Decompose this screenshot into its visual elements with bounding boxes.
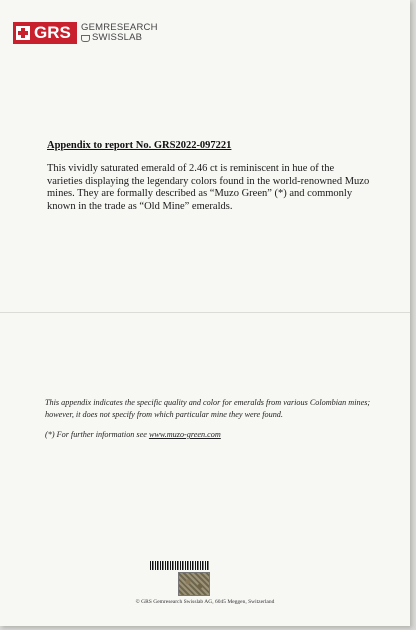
hologram-seal — [178, 572, 210, 596]
diamond-icon — [81, 35, 90, 42]
muzo-green-link[interactable]: www.muzo-green.com — [148, 430, 221, 439]
grs-logo-brand: GRS — [34, 23, 71, 42]
footer-copyright: © GRS Gemresearch Swisslab AG, 6045 Meggen, Switzerland — [135, 599, 275, 605]
grs-logo-line1: GEMRESEARCH — [81, 22, 158, 33]
swiss-cross-icon — [16, 26, 30, 40]
footnote-prefix: (*) For further information see — [45, 430, 149, 439]
barcode — [150, 561, 210, 570]
fold-line — [0, 312, 410, 313]
grs-logo-badge — [13, 22, 77, 44]
grs-logo-line2: SWISSLAB — [92, 32, 143, 43]
grs-logo-wordmark — [81, 23, 158, 43]
disclaimer-note: This appendix indicates the specific quality and color for emeralds from various Colombian mines; however, it does not specify from which particular mine they were found. — [45, 398, 371, 419]
appendix-paragraph: This vividly saturated emerald of 2.46 ct is reminiscent in hue of the varieties displaying the legendary colors found in the world-renowned Muzo mines. They are formally described as “Muzo Green” (*) and commonly known in the trade as “Old Mine” emeralds. — [47, 163, 370, 212]
grs-logo — [13, 22, 158, 44]
appendix-heading: Appendix to report No. GRS2022-097221 — [47, 140, 232, 151]
footnote — [45, 430, 375, 439]
